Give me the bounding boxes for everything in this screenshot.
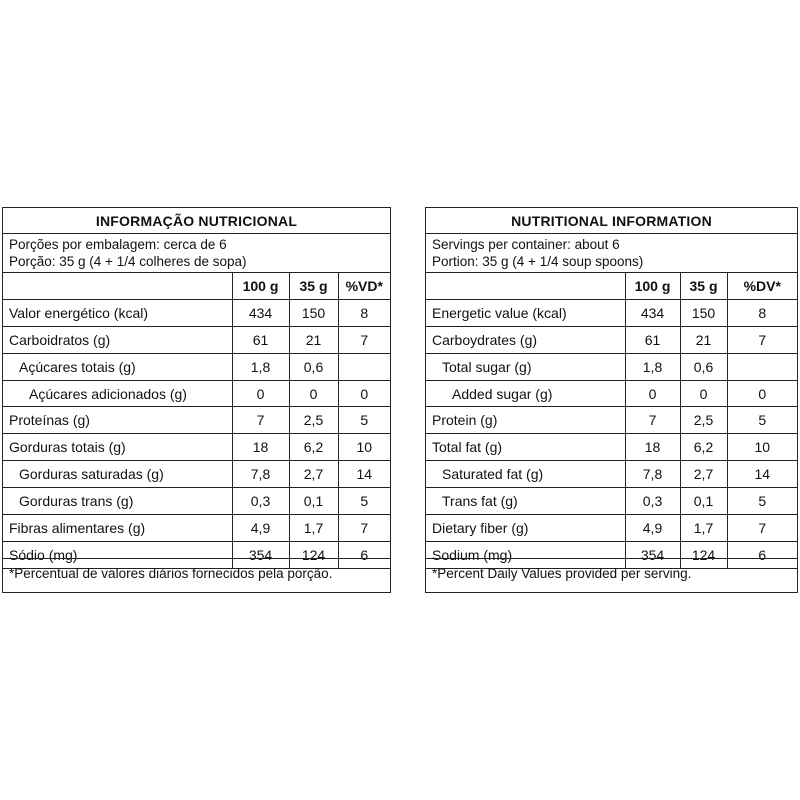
value-daily: 0 [727, 380, 797, 407]
table-row [426, 434, 797, 461]
value-100g: 0 [232, 380, 289, 407]
panel-title: NUTRITIONAL INFORMATION [426, 208, 797, 234]
value-daily [338, 353, 390, 380]
nutrient-label: Dietary fiber (g) [426, 515, 625, 542]
header-35g: 35 g [680, 273, 727, 299]
nutrient-label: Fibras alimentares (g) [3, 515, 232, 542]
table-row [3, 380, 390, 407]
table-row [426, 515, 797, 542]
value-100g: 4,9 [625, 515, 680, 542]
value-daily: 8 [338, 299, 390, 326]
nutrition-panel-portuguese [2, 207, 391, 593]
value-daily: 7 [727, 515, 797, 542]
value-35g: 150 [289, 299, 338, 326]
table-row [426, 407, 797, 434]
serving-info [426, 234, 797, 273]
value-35g: 1,7 [289, 515, 338, 542]
table-row [3, 488, 390, 515]
nutrient-label: Sódio (mg) [3, 541, 232, 568]
table-row [3, 461, 390, 488]
header-100g: 100 g [232, 273, 289, 299]
value-35g: 0,6 [680, 353, 727, 380]
value-35g: 2,7 [289, 461, 338, 488]
header-daily-value: %DV* [727, 273, 797, 299]
value-100g: 354 [625, 541, 680, 568]
value-35g: 2,5 [680, 407, 727, 434]
value-35g: 1,7 [680, 515, 727, 542]
value-35g: 124 [289, 541, 338, 568]
table-row [426, 299, 797, 326]
value-35g: 2,7 [680, 461, 727, 488]
nutrient-label: Energetic value (kcal) [426, 299, 625, 326]
value-100g: 0 [625, 380, 680, 407]
table-row [426, 353, 797, 380]
nutrient-label: Saturated fat (g) [426, 461, 625, 488]
serving-info [3, 234, 390, 273]
value-35g: 6,2 [289, 434, 338, 461]
value-100g: 1,8 [625, 353, 680, 380]
nutrient-label: Valor energético (kcal) [3, 299, 232, 326]
value-daily: 5 [338, 407, 390, 434]
table-row [3, 515, 390, 542]
nutrient-label: Gorduras trans (g) [3, 488, 232, 515]
table-row [426, 380, 797, 407]
nutrient-label: Proteínas (g) [3, 407, 232, 434]
value-100g: 18 [625, 434, 680, 461]
value-35g: 0 [289, 380, 338, 407]
footnote: *Percent Daily Values provided per serving. [426, 558, 797, 592]
header-daily-value: %VD* [338, 273, 390, 299]
value-daily: 10 [338, 434, 390, 461]
value-100g: 4,9 [232, 515, 289, 542]
value-100g: 354 [232, 541, 289, 568]
value-35g: 6,2 [680, 434, 727, 461]
table-row [3, 326, 390, 353]
value-daily: 5 [338, 488, 390, 515]
value-35g: 21 [680, 326, 727, 353]
nutrient-label: Gorduras totais (g) [3, 434, 232, 461]
nutrient-label: Gorduras saturadas (g) [3, 461, 232, 488]
nutrition-table [426, 273, 797, 569]
value-daily: 5 [727, 488, 797, 515]
nutrient-label: Trans fat (g) [426, 488, 625, 515]
value-100g: 61 [625, 326, 680, 353]
header-nutrient [3, 273, 232, 299]
value-daily: 7 [338, 326, 390, 353]
servings-per-package: Porções por embalagem: cerca de 6 [9, 237, 227, 252]
value-daily: 5 [727, 407, 797, 434]
table-row [3, 434, 390, 461]
nutrient-label: Carboidratos (g) [3, 326, 232, 353]
servings-per-container: Servings per container: about 6 [432, 237, 620, 252]
header-nutrient [426, 273, 625, 299]
value-35g: 2,5 [289, 407, 338, 434]
nutrient-label: Total sugar (g) [426, 353, 625, 380]
value-100g: 7 [625, 407, 680, 434]
nutrient-label: Sodium (mg) [426, 541, 625, 568]
panel-title: INFORMAÇÃO NUTRICIONAL [3, 208, 390, 234]
table-row [426, 326, 797, 353]
value-daily: 14 [727, 461, 797, 488]
value-100g: 61 [232, 326, 289, 353]
table-row [3, 353, 390, 380]
nutrition-panel-english [425, 207, 798, 593]
value-daily: 0 [338, 380, 390, 407]
value-35g: 0,1 [680, 488, 727, 515]
nutrient-label: Protein (g) [426, 407, 625, 434]
value-daily: 7 [338, 515, 390, 542]
value-100g: 0,3 [232, 488, 289, 515]
nutrient-label: Added sugar (g) [426, 380, 625, 407]
nutrient-label: Açúcares totais (g) [3, 353, 232, 380]
nutrition-table [3, 273, 390, 569]
value-daily [727, 353, 797, 380]
value-daily: 8 [727, 299, 797, 326]
value-35g: 0 [680, 380, 727, 407]
value-100g: 1,8 [232, 353, 289, 380]
value-100g: 434 [232, 299, 289, 326]
nutrient-label: Açúcares adicionados (g) [3, 380, 232, 407]
value-100g: 7 [232, 407, 289, 434]
table-row [3, 407, 390, 434]
header-35g: 35 g [289, 273, 338, 299]
value-100g: 7,8 [625, 461, 680, 488]
value-100g: 7,8 [232, 461, 289, 488]
value-daily: 6 [727, 541, 797, 568]
header-100g: 100 g [625, 273, 680, 299]
value-35g: 0,1 [289, 488, 338, 515]
table-header-row [3, 273, 390, 299]
value-100g: 18 [232, 434, 289, 461]
value-35g: 150 [680, 299, 727, 326]
portion-size: Portion: 35 g (4 + 1/4 soup spoons) [432, 254, 644, 269]
value-35g: 21 [289, 326, 338, 353]
nutrient-label: Carboydrates (g) [426, 326, 625, 353]
value-daily: 14 [338, 461, 390, 488]
value-100g: 0,3 [625, 488, 680, 515]
portion-size: Porção: 35 g (4 + 1/4 colheres de sopa) [9, 254, 247, 269]
table-row [3, 299, 390, 326]
footnote: *Percentual de valores diários fornecidos pela porção. [3, 558, 390, 592]
table-row [426, 488, 797, 515]
table-header-row [426, 273, 797, 299]
value-daily: 7 [727, 326, 797, 353]
value-daily: 10 [727, 434, 797, 461]
value-35g: 0,6 [289, 353, 338, 380]
nutrient-label: Total fat (g) [426, 434, 625, 461]
value-100g: 434 [625, 299, 680, 326]
value-35g: 124 [680, 541, 727, 568]
value-daily: 6 [338, 541, 390, 568]
table-row [426, 461, 797, 488]
